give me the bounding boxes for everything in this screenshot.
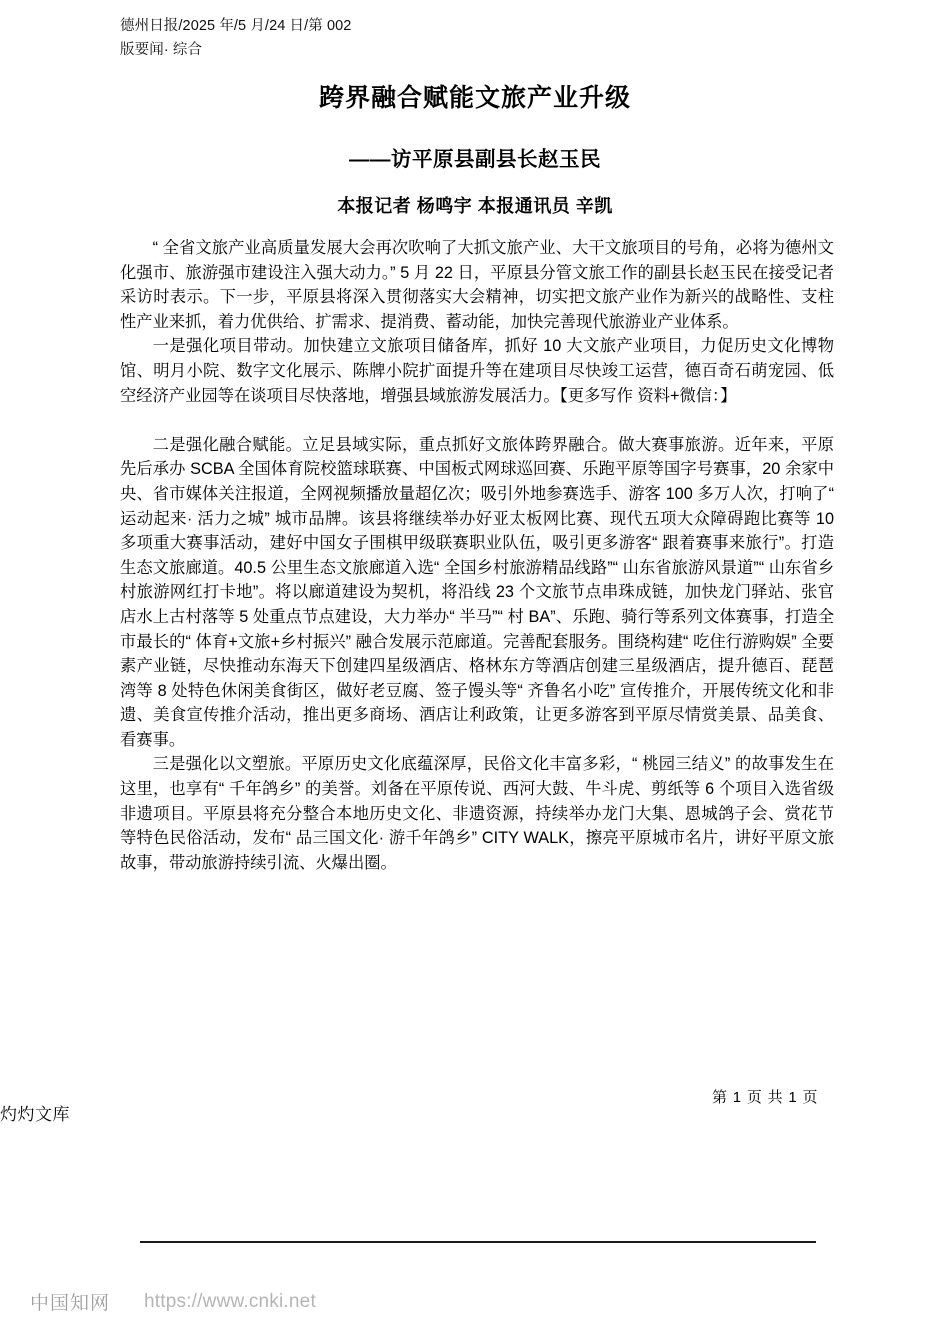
footer-divider bbox=[140, 1241, 816, 1243]
body-paragraph: 一是强化项目带动。加快建立文旅项目储备库，抓好 10 大文旅产业项目，力促历史文化博物馆、明月小院、数字文化展示、陈牌小院扩面提升等在建项目尽快竣工运营，德百奇石萌宠园、低空经济产业园等在谈项目尽快落地，增强县域旅游发展活力。【更多写作 资料+微信：】 bbox=[120, 337, 834, 405]
body-paragraph: 三是强化以文塑旅。平原历史文化底蕴深厚，民俗文化丰富多彩，“ 桃园三结义” 的故事发生在这里，也享有“ 千年鸽乡” 的美誉。刘备在平原传说、西河大鼓、牛斗虎、剪纸等 6 个项目入选省级非遗项目。平原县将充分整合本地历史文化、非遗资源，持续举办龙门大集、恩城鸽子会、赏花节等特色民俗活动，发布“ 品三国文化· 游千年鸽乡” CITY WALK，擦亮平原城市名片，讲好平原文旅故事，带动旅游持续引流、火爆出圈。 bbox=[120, 755, 834, 872]
article-title: 跨界融合赋能文旅产业升级 bbox=[318, 84, 631, 112]
provider-name: 中国知网 bbox=[30, 1293, 111, 1314]
source-line-primary: 德州日报/2025 年/5 月/24 日/第 002 bbox=[120, 18, 352, 34]
provider-url[interactable]: https://www.cnki.net bbox=[144, 1290, 316, 1312]
article-body bbox=[120, 236, 834, 875]
publication-source bbox=[120, 14, 600, 62]
article-byline: 本报记者 杨鸣宇 本报通讯员 辛凯 bbox=[337, 196, 613, 216]
source-line-secondary: 版要闻· 综合 bbox=[120, 42, 203, 58]
body-paragraph: 二是强化融合赋能。立足县域实际，重点抓好文旅体跨界融合。做大赛事旅游。近年来，平原先后承办 SCBA 全国体育院校篮球联赛、中国板式网球巡回赛、乐跑平原等国字号赛事，20 余家中央、省市媒体关注报道，全网视频播放量超亿次；吸引外地参赛选手、游客 100 多万人次，打响了“ 运动起来· 活力之城” 城市品牌。该县将继续举办好亚太板网比赛、现代五项大众障碍跑比赛等 10 多项重大赛事活动，建好中国女子围棋甲级联赛职业队伍，吸引更多游客“ 跟着赛事来旅行”。打造生态文旅廊道。40.5 公里生态文旅廊道入选“ 全国乡村旅游精品线路”“ 山东省旅游风景道”“ 山东省乡村旅游网红打卡地”。将以廊道建设为契机，将沿线 23 个文旅节点串珠成链，加快龙门驿站、张官店水上古村落等 5 处重点节点建设，大力举办“ 半马”“ 村 BA”、乐跑、骑行等系列文体赛事，打造全市最长的“ 体育+文旅+乡村振兴” 融合发展示范廊道。完善配套服务。围绕构建“ 吃住行游购娱” 全要素产业链，尽快推动东海天下创建四星级酒店、格林东方等酒店创建三星级酒店，提升德百、琵琶湾等 8 处特色休闲美食街区，做好老豆腐、签子馒头等“ 齐鲁名小吃” 宣传推介，开展传统文化和非遗、美食宣传推介活动，推出更多商场、酒店让利政策，让更多游客到平原尽情赏美景、品美食、看赛事。 bbox=[120, 435, 834, 749]
article-subtitle: ——访平原县副县长赵玉民 bbox=[349, 148, 601, 171]
provider-footer bbox=[30, 1288, 316, 1315]
page-indicator: 第 1 页 共 1 页 bbox=[712, 1089, 819, 1106]
body-paragraph: “ 全省文旅产业高质量发展大会再次吹响了大抓文旅产业、大干文旅项目的号角，必将为德州文化强市、旅游强市建设注入强大动力。” 5 月 22 日，平原县分管文旅工作的副县长赵玉民在接受记者采访时表示。下一步，平原县将深入贯彻落实大会精神，切实把文旅产业作为新兴的战略性、支柱性产业来抓，着力优供给、扩需求、提消费、蓄动能，加快完善现代旅游业产业体系。 bbox=[120, 239, 834, 331]
library-watermark: 灼灼文库 bbox=[0, 1105, 70, 1124]
